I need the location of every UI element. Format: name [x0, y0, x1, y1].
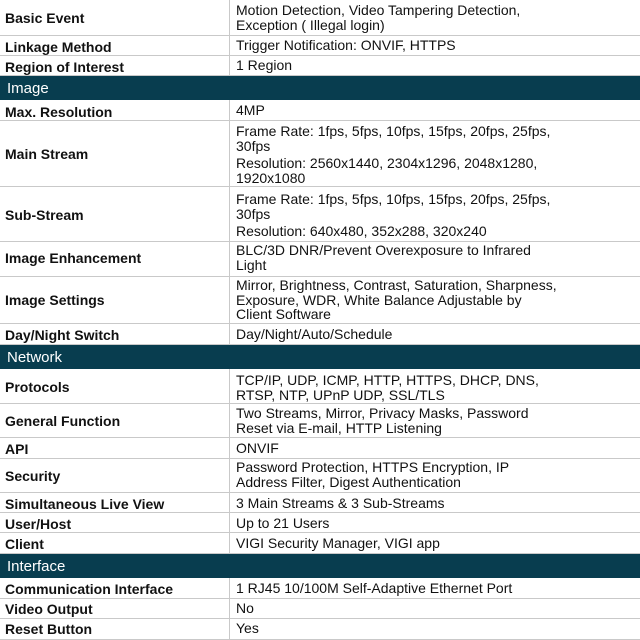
- spec-row-sub-stream: [0, 187, 640, 242]
- spec-value-line: TCP/IP, UDP, ICMP, HTTP, HTTPS, DHCP, DNS,: [236, 372, 539, 388]
- spec-row-max-resolution: [0, 100, 640, 121]
- spec-label: Protocols: [5, 379, 70, 395]
- column-divider: [229, 0, 230, 36]
- spec-value-line: BLC/3D DNR/Prevent Overexposure to Infrared: [236, 242, 531, 258]
- spec-label: Video Output: [5, 601, 93, 617]
- spec-value-line: 30fps: [236, 138, 271, 154]
- spec-row-roi: [0, 56, 640, 76]
- column-divider: [229, 242, 230, 277]
- column-divider: [229, 493, 230, 513]
- spec-value-line: Two Streams, Mirror, Privacy Masks, Password: [236, 405, 529, 421]
- spec-row-video-output: [0, 599, 640, 619]
- spec-value-line: RTSP, NTP, UPnP UDP, SSL/TLS: [236, 387, 445, 403]
- spec-label: Region of Interest: [5, 59, 125, 75]
- spec-label: Main Stream: [5, 146, 89, 162]
- spec-label: Image Settings: [5, 292, 105, 308]
- spec-value-line: Light: [236, 257, 267, 273]
- spec-row-day-night: [0, 324, 640, 345]
- column-divider: [229, 619, 230, 640]
- section-title: Image: [7, 80, 49, 97]
- section-header-interface: [0, 554, 640, 578]
- spec-label: Reset Button: [5, 621, 93, 637]
- spec-value-line: Trigger Notification: ONVIF, HTTPS: [236, 37, 456, 53]
- spec-label: Max. Resolution: [5, 104, 113, 120]
- spec-value-line: Motion Detection, Video Tampering Detection,: [236, 2, 521, 18]
- column-divider: [229, 369, 230, 404]
- column-divider: [229, 277, 230, 324]
- column-divider: [229, 533, 230, 554]
- column-divider: [229, 56, 230, 76]
- spec-row-user-host: [0, 513, 640, 533]
- spec-row-linkage-method: [0, 36, 640, 56]
- spec-value-line: Reset via E-mail, HTTP Listening: [236, 420, 442, 436]
- spec-row-security: [0, 459, 640, 493]
- spec-label: Communication Interface: [5, 581, 174, 597]
- spec-value-line: Frame Rate: 1fps, 5fps, 10fps, 15fps, 20fps, 25fps,: [236, 123, 551, 139]
- spec-value-line: Exception ( Illegal login): [236, 17, 385, 33]
- spec-value-line: Day/Night/Auto/Schedule: [236, 326, 393, 342]
- column-divider: [229, 404, 230, 438]
- spec-label: General Function: [5, 413, 121, 429]
- spec-row-comm-interface: [0, 578, 640, 599]
- section-header-network: [0, 345, 640, 369]
- section-header-image: [0, 76, 640, 100]
- spec-value-line: 3 Main Streams & 3 Sub-Streams: [236, 495, 445, 511]
- spec-row-image-settings: [0, 277, 640, 324]
- spec-value-line: Yes: [236, 620, 259, 636]
- spec-label: Linkage Method: [5, 39, 112, 55]
- column-divider: [229, 459, 230, 493]
- spec-value-line: Resolution: 2560x1440, 2304x1296, 2048x1280,: [236, 155, 538, 171]
- spec-value-line: 4MP: [236, 102, 265, 118]
- spec-label: Security: [5, 468, 61, 484]
- spec-row-protocols: [0, 369, 640, 404]
- section-title: Network: [7, 349, 63, 366]
- spec-value-line: ONVIF: [236, 440, 279, 456]
- spec-value-line: 1920x1080: [236, 170, 306, 186]
- column-divider: [229, 121, 230, 187]
- spec-row-basic-event: [0, 0, 640, 36]
- spec-label: Image Enhancement: [5, 250, 142, 266]
- column-divider: [229, 324, 230, 345]
- spec-value-line: 1 Region: [236, 57, 293, 73]
- spec-value-line: Client Software: [236, 306, 331, 322]
- spec-value-line: Address Filter, Digest Authentication: [236, 474, 461, 490]
- spec-label: User/Host: [5, 516, 72, 532]
- spec-row-reset-button: [0, 619, 640, 640]
- spec-row-main-stream: [0, 121, 640, 187]
- spec-row-image-enhancement: [0, 242, 640, 277]
- spec-row-api: [0, 438, 640, 459]
- spec-row-live-view: [0, 493, 640, 513]
- spec-label: Day/Night Switch: [5, 327, 120, 343]
- spec-value-line: Password Protection, HTTPS Encryption, IP: [236, 459, 510, 475]
- spec-label: Simultaneous Live View: [5, 496, 165, 512]
- spec-label: API: [5, 441, 29, 457]
- column-divider: [229, 578, 230, 599]
- column-divider: [229, 513, 230, 533]
- column-divider: [229, 438, 230, 459]
- spec-value-line: 1 RJ45 10/100M Self-Adaptive Ethernet Port: [236, 580, 513, 596]
- column-divider: [229, 36, 230, 56]
- section-title: Interface: [7, 558, 66, 575]
- column-divider: [229, 599, 230, 619]
- spec-value-line: Exposure, WDR, White Balance Adjustable by: [236, 292, 522, 308]
- column-divider: [229, 187, 230, 242]
- spec-label: Sub-Stream: [5, 207, 84, 223]
- spec-value-line: No: [236, 600, 254, 616]
- spec-value-line: Frame Rate: 1fps, 5fps, 10fps, 15fps, 20fps, 25fps,: [236, 191, 551, 207]
- column-divider: [229, 100, 230, 121]
- spec-value-line: Resolution: 640x480, 352x288, 320x240: [236, 223, 487, 239]
- spec-row-client: [0, 533, 640, 554]
- spec-label: Client: [5, 536, 44, 552]
- spec-value-line: VIGI Security Manager, VIGI app: [236, 535, 440, 551]
- spec-value-line: 30fps: [236, 206, 271, 222]
- spec-row-general-function: [0, 404, 640, 438]
- spec-value-line: Up to 21 Users: [236, 515, 330, 531]
- spec-label: Basic Event: [5, 10, 85, 26]
- spec-value-line: Mirror, Brightness, Contrast, Saturation, Sharpness,: [236, 277, 557, 293]
